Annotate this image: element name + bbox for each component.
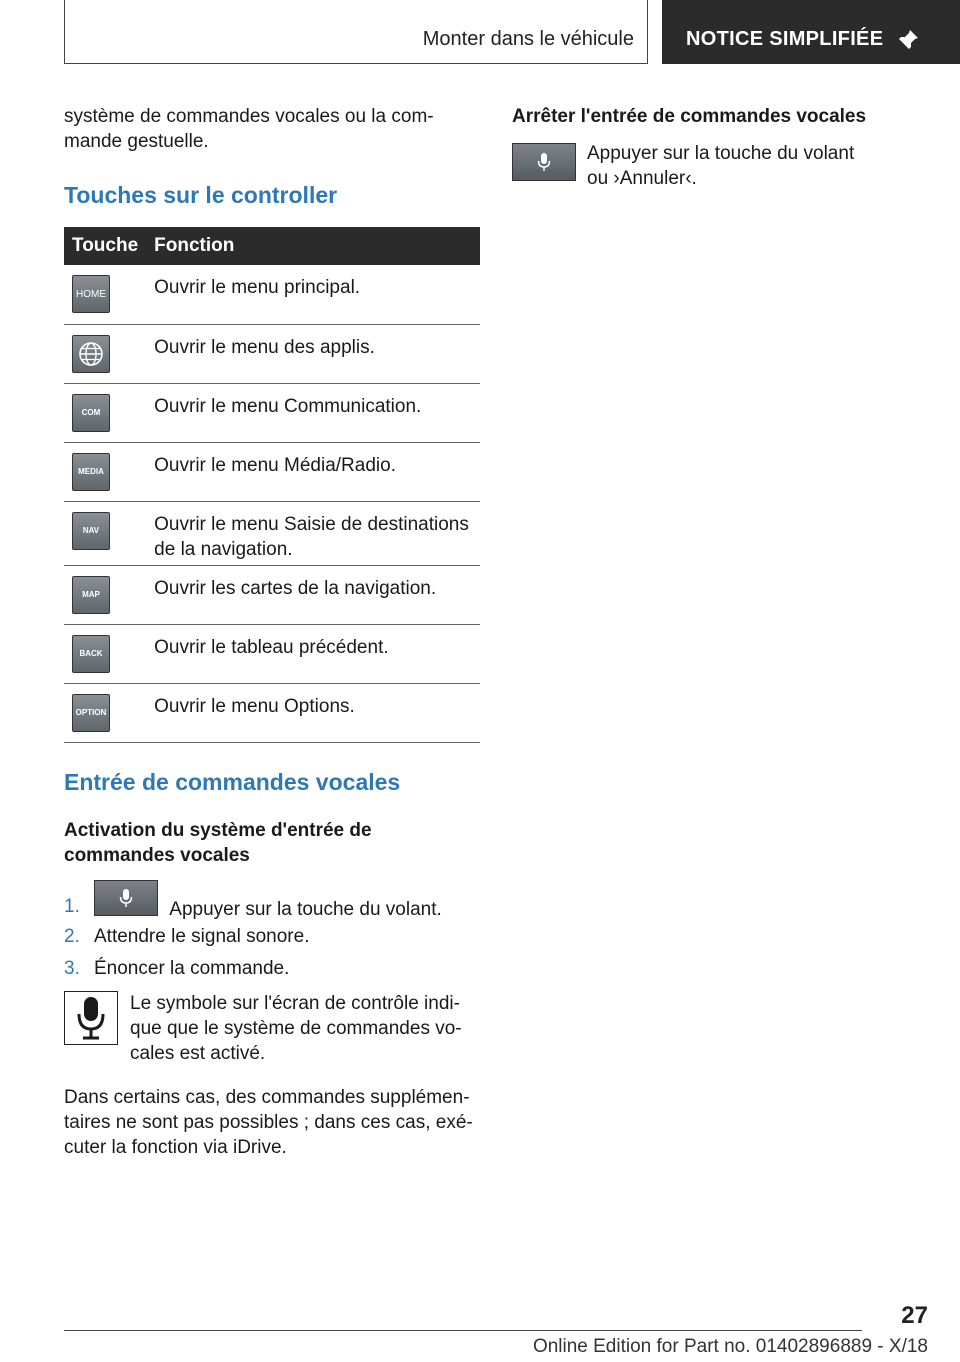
microphone-icon	[119, 888, 133, 908]
list-item	[64, 924, 480, 949]
right-column	[512, 104, 912, 191]
header-section-title: Monter dans le véhicule	[422, 28, 634, 50]
step-number: 3.	[64, 957, 80, 979]
closing-text	[64, 1085, 476, 1160]
activation-heading: Activation du système d'entrée de commandes vocales	[64, 819, 372, 866]
stop-text	[587, 141, 887, 191]
step-number: 1.	[64, 895, 80, 917]
table-header-function: Fonction	[146, 227, 480, 265]
controller-keys-table	[64, 227, 480, 743]
table-row	[64, 683, 480, 742]
symbol-note-text	[130, 991, 470, 1066]
symbol-note-block	[64, 991, 480, 1067]
table-cell-function: Ouvrir le menu Communication.	[146, 383, 480, 442]
stop-heading: Arrêter l'entrée de commandes vocales	[512, 106, 867, 127]
footer-divider	[64, 1330, 862, 1331]
step-number: 2.	[64, 925, 80, 947]
steering-voice-button	[512, 143, 576, 181]
table-row	[64, 501, 480, 565]
active-microphone-symbol	[64, 991, 118, 1045]
page-number: 27	[901, 1302, 928, 1329]
table-row	[64, 624, 480, 683]
symbol-note-content: Le symbole sur l'écran de contrôle indi- que que le système de commandes vo- cales est activé.	[130, 992, 462, 1064]
table-cell-function: Ouvrir le menu Média/Radio.	[146, 442, 480, 501]
activation-steps	[64, 880, 480, 981]
globe-icon	[78, 341, 104, 367]
table-header-key: Touche	[64, 227, 146, 265]
stop-instruction-block	[512, 141, 912, 191]
back-key-icon: BACK	[72, 635, 110, 673]
table-cell-function: Ouvrir le menu Options.	[146, 683, 480, 742]
globe-key-icon	[72, 335, 110, 373]
stop-text-line-1: Appuyer sur la touche du volant	[587, 143, 855, 164]
left-column	[64, 104, 480, 1160]
microphone-icon	[537, 152, 551, 172]
microphone-large-icon	[76, 996, 106, 1040]
controller-heading: Touches sur le controller	[64, 182, 338, 208]
closing-text-content: Dans certains cas, des commandes supplémen- taires ne sont pas possibles ; dans ces cas, exé- cuter la fonction via iDrive.	[64, 1086, 473, 1158]
list-item	[64, 880, 480, 924]
media-key-icon: MEDIA	[72, 453, 110, 491]
pin-icon	[896, 28, 920, 52]
table-row	[64, 324, 480, 383]
table-row	[64, 442, 480, 501]
step-text: Énoncer la commande.	[94, 957, 290, 979]
table-row	[64, 383, 480, 442]
table-cell-function: Ouvrir les cartes de la navigation.	[146, 565, 480, 624]
home-key-icon: HOME	[72, 275, 110, 313]
nav-key-icon: NAV	[72, 512, 110, 550]
step-text: Attendre le signal sonore.	[94, 925, 310, 947]
table-cell-function: Ouvrir le tableau précédent.	[146, 624, 480, 683]
table-cell-function: Ouvrir le menu Saisie de destinations de la navigation.	[146, 501, 480, 565]
header-badge	[662, 0, 960, 64]
intro-text-content: système de commandes vocales ou la com- mande gestuelle.	[64, 106, 434, 152]
voice-heading: Entrée de commandes vocales	[64, 768, 401, 795]
list-item	[64, 956, 480, 981]
table-header-row	[64, 227, 480, 265]
table-cell-function: Ouvrir le menu des applis.	[146, 324, 480, 383]
com-key-icon: COM	[72, 394, 110, 432]
header-badge-title: NOTICE SIMPLIFIÉE	[686, 28, 884, 50]
table-cell-function: Ouvrir le menu principal.	[146, 265, 480, 324]
table-row	[64, 265, 480, 324]
stop-text-line-2: ou ›Annuler‹.	[587, 168, 697, 189]
option-key-icon: OPTION	[72, 694, 110, 732]
step-text: Appuyer sur la touche du volant.	[169, 898, 442, 920]
footer-edition-text: Online Edition for Part no. 01402896889 - X/18	[532, 1336, 928, 1357]
table-row	[64, 565, 480, 624]
steering-voice-button	[94, 880, 158, 916]
intro-text	[64, 104, 444, 154]
map-key-icon: MAP	[72, 576, 110, 614]
